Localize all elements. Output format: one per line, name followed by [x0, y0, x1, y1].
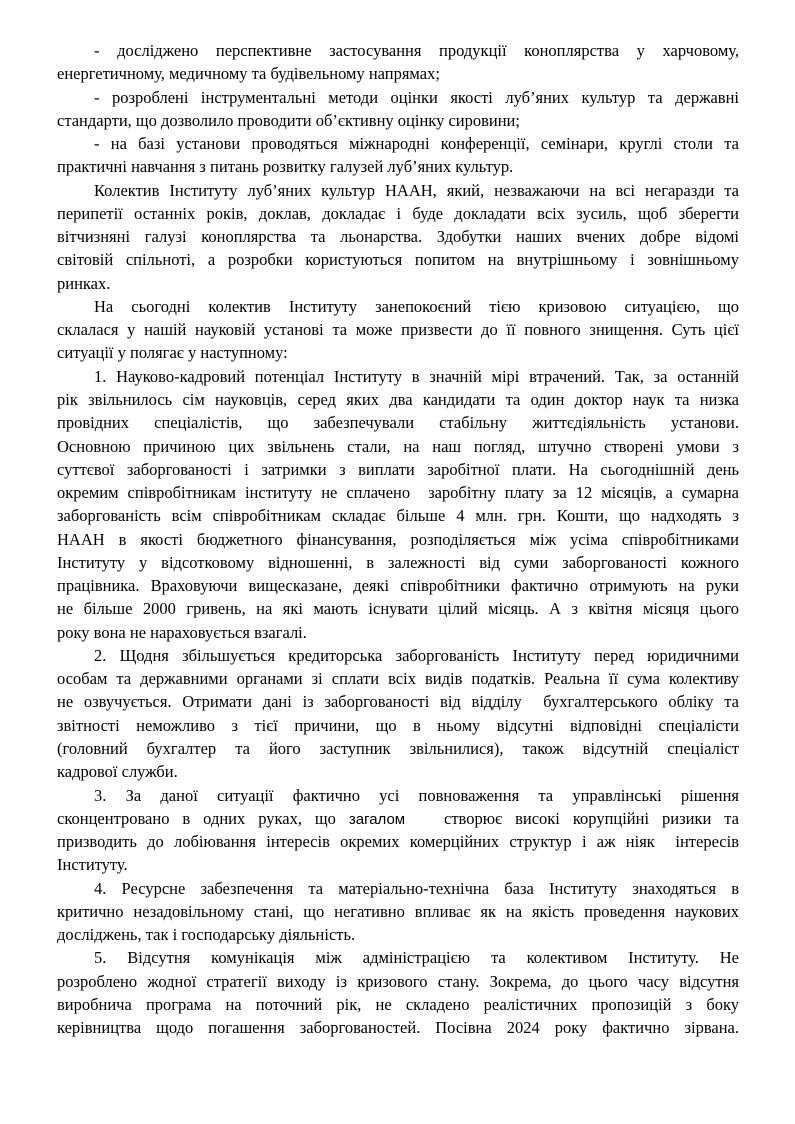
text-line: ринках.	[57, 273, 111, 293]
text-line: ситуації у полягає у наступному:	[57, 343, 288, 363]
text-line: досліджень, так і господарську діяльність.	[57, 925, 356, 945]
text-line: призводить до лобіювання інтересів окремих комерційних структур і аж ніяк інтересів	[57, 832, 739, 852]
text-line: року вона не нараховується взагалі.	[57, 622, 307, 642]
document-text	[57, 39, 739, 1039]
text-line: виробнича програма на поточний рік, не складено реалістичних пропозицій з боку	[57, 994, 739, 1014]
text-line: Колектив Інституту луб’яних культур НААН, який, незважаючи на всі негаразди та	[94, 180, 739, 200]
text-line: не озвучується. Отримати дані із заборгованості від відділу бухгалтерського обліку та	[57, 692, 739, 712]
text-line: вітчизняні галузі коноплярства та льонарства. Здобутки наших вчених добре відомі	[57, 227, 739, 247]
text-line: особам та державними органами зі сплати всіх видів податків. Реальна її сума колективу	[57, 669, 739, 689]
paragraph	[57, 784, 739, 877]
text-line: 2. Щодня збільшується кредиторська заборгованість Інституту перед юридичними	[94, 645, 739, 665]
text-line: енергетичному, медичному та будівельному напрямах;	[57, 64, 440, 84]
text-line: світовій спільноті, а розробки користуються попитом на внутрішньому і зовнішньому	[57, 250, 739, 270]
text-line: працівника. Враховуючи вищесказане, деякі співробітники фактично отримують на руки	[57, 576, 739, 596]
paragraph	[57, 179, 739, 295]
paragraph	[57, 365, 739, 644]
alt-font-word: загалом	[348, 810, 406, 828]
text-line: 4. Ресурсне забезпечення та матеріально-технічна база Інституту знаходяться в	[94, 878, 739, 898]
text-line: Основною причиною цих звільнень стали, на наш погляд, штучно створені умови з	[57, 436, 739, 456]
text-line: кадрової служби.	[57, 762, 178, 782]
text-line: На сьогодні колектив Інституту занепокоєний тією кризовою ситуацією, що	[94, 296, 739, 316]
paragraph	[57, 39, 739, 86]
text-line: критично незадовільному стані, що негативно впливає як на якість проведення наукових	[57, 901, 739, 921]
paragraph	[57, 946, 739, 1039]
text-line: звітності неможливо з тієї причини, що в ньому відсутні відповідні спеціалісти	[57, 715, 739, 735]
text-line: сконцентровано в одних руках, що загалом створює високі корупційні ризики та	[57, 808, 739, 828]
text-line: НААН в якості бюджетного фінансування, розподіляється між усіма співробітниками	[57, 529, 739, 549]
text-line: стандарти, що дозволило проводити об’єктивну оцінку сировини;	[57, 110, 520, 130]
paragraph	[57, 132, 739, 179]
text-line: склалася у нашій науковій установі та може призвести до її повного знищення. Суть цієї	[57, 320, 739, 340]
text-line: 1. Науково-кадровий потенціал Інституту в значній мірі втрачений. Так, за останній	[94, 366, 739, 386]
text-line: Інституту.	[57, 855, 128, 875]
text-line: - на базі установи проводяться міжнародні конференції, семінари, круглі столи та	[94, 134, 739, 154]
text-line: Інституту у відсотковому відношенні, в залежності від суми заборгованості кожного	[57, 552, 739, 572]
text-line: практичні навчання з питань розвитку галузей луб’яних культур.	[57, 157, 514, 177]
paragraph	[57, 644, 739, 784]
text-line: заборгованість всім співробітникам складає більше 4 млн. грн. Кошти, що надходять з	[57, 506, 739, 526]
paragraph	[57, 877, 739, 947]
text-line: рік звільнилось сім науковців, серед яких два кандидати та один доктор наук та низка	[57, 389, 739, 409]
text-line: 3. За даної ситуації фактично усі повноваження та управлінські рішення	[94, 785, 739, 805]
paragraph	[57, 295, 739, 365]
text-line: розроблено жодної стратегії виходу із кризового стану. Зокрема, до цього часу відсутня	[57, 971, 739, 991]
text-line: не більше 2000 гривень, на які мають існувати цілий місяць. А з квітня місяця цього	[57, 599, 739, 619]
paragraph	[57, 86, 739, 133]
text-line: суттєвої заборгованості і затримки з виплати заробітної плати. На сьогоднішній день	[57, 459, 739, 479]
text-line: 5. Відсутня комунікація між адміністрацією та колективом Інституту. Не	[94, 948, 739, 968]
text-line: перипетії останніх років, доклав, докладає і буде докладати всіх зусиль, щоб зберегти	[57, 203, 739, 223]
text-line: - розроблені інструментальні методи оцінки якості луб’яних культур та державні	[94, 87, 739, 107]
text-line: (головний бухгалтер та його заступник звільнилися), також відсутній спеціаліст	[57, 738, 739, 758]
text-line: - досліджено перспективне застосування продукції коноплярства у харчовому,	[94, 41, 739, 60]
text-line: провідних спеціалістів, що забезпечували стабільну життєдіяльність установи.	[57, 413, 739, 433]
text-line: керівництва щодо погашення заборгованостей. Посівна 2024 року фактично зірвана.	[57, 1018, 739, 1038]
text-line: окремим співробітникам інституту не сплачено заробітну плату за 12 місяців, а сумарна	[57, 483, 739, 503]
